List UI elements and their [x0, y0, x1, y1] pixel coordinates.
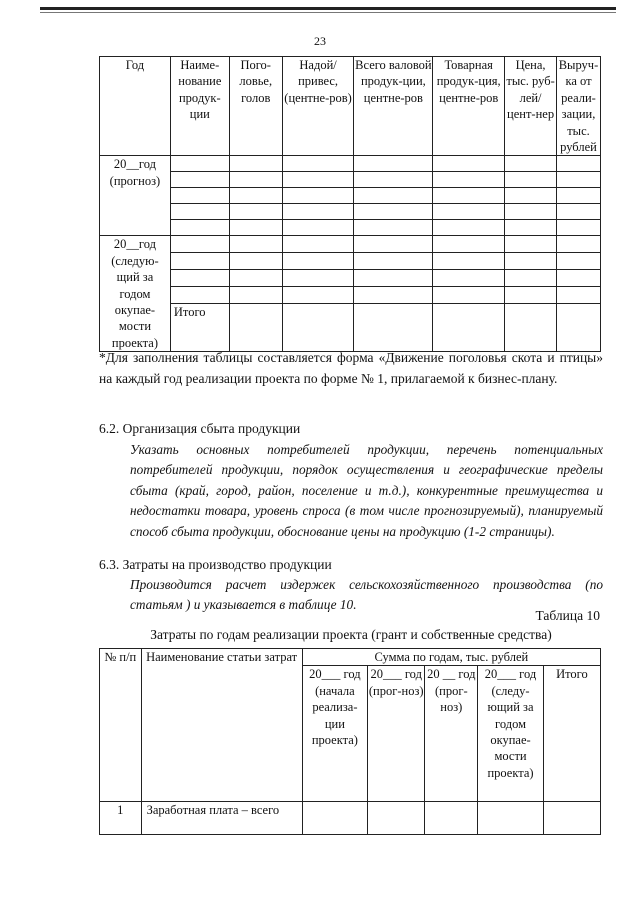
table-cell[interactable]: [505, 188, 557, 204]
table-cell[interactable]: [433, 303, 505, 351]
header-total: Итого: [543, 666, 600, 802]
table-cell[interactable]: [170, 220, 229, 236]
table-cell[interactable]: [282, 236, 354, 253]
section-6-2-title: 6.2. Организация сбыта продукции: [99, 421, 301, 436]
top-border-line-thin: [40, 12, 616, 13]
table-cell[interactable]: [282, 286, 354, 303]
table-cell[interactable]: [282, 303, 354, 351]
table-cell[interactable]: [229, 204, 282, 220]
section-6-3-text: Производится расчет издержек сельскохозяйственного производства (по статьям ) и указывается в таблице 10.: [130, 577, 603, 613]
table-cell[interactable]: [556, 303, 600, 351]
table-cell[interactable]: [505, 270, 557, 287]
table-cell[interactable]: [505, 236, 557, 253]
table-cell[interactable]: [433, 156, 505, 172]
table-cell[interactable]: [170, 188, 229, 204]
table-cell[interactable]: [282, 204, 354, 220]
table-cell[interactable]: [556, 286, 600, 303]
year-payback-cell: 20__год (следую-щий за годом окупае-мости проекта): [100, 236, 171, 352]
header-year-3: 20 __ год (прог-ноз): [425, 666, 478, 802]
table-10-label: Таблица 10: [535, 608, 600, 623]
table-cell[interactable]: [433, 220, 505, 236]
table-cell[interactable]: [368, 802, 425, 835]
table-cell[interactable]: [354, 253, 433, 270]
cost-item-salary: Заработная плата – всего: [141, 802, 302, 835]
table-cell[interactable]: [505, 172, 557, 188]
table-cell[interactable]: [229, 270, 282, 287]
table-cell[interactable]: [505, 204, 557, 220]
table-10-title: Затраты по годам реализации проекта (грант и собственные средства): [150, 627, 552, 642]
table-cell[interactable]: [556, 253, 600, 270]
table-cell[interactable]: [354, 172, 433, 188]
year-forecast-cell: 20__год (прогноз): [100, 156, 171, 236]
table-cell[interactable]: [556, 156, 600, 172]
table-cell[interactable]: [505, 253, 557, 270]
header-row-number: № п/п: [100, 649, 142, 802]
table-cell[interactable]: [505, 220, 557, 236]
page-number: 23: [314, 34, 326, 48]
table-cell[interactable]: [229, 172, 282, 188]
top-border-line: [40, 7, 616, 10]
table-cell[interactable]: [229, 188, 282, 204]
table-cell[interactable]: [354, 220, 433, 236]
table-cell[interactable]: [354, 188, 433, 204]
table-cell[interactable]: [433, 188, 505, 204]
table-cell[interactable]: [170, 236, 229, 253]
table-cell[interactable]: [433, 204, 505, 220]
table-cell[interactable]: [354, 204, 433, 220]
table-cell[interactable]: [478, 802, 543, 835]
table-cell[interactable]: [282, 172, 354, 188]
header-cost-item: Наименование статьи затрат: [141, 649, 302, 802]
table-cell[interactable]: [505, 286, 557, 303]
table-cell[interactable]: [354, 156, 433, 172]
section-6-3-title: 6.3. Затраты на производство продукции: [99, 557, 332, 572]
header-revenue: Выруч-ка от реали-зации, тыс. рублей: [556, 57, 600, 156]
table-cell[interactable]: [170, 204, 229, 220]
table-cell[interactable]: [433, 253, 505, 270]
table-cell[interactable]: [282, 156, 354, 172]
table-cell[interactable]: [556, 220, 600, 236]
section-6-2-text: Указать основных потребителей продукции, перечень потенциальных потребителей продукции, порядок осуществления и географические пределы сбыта (край, город, район, поселение и т.д.), конкурентные преимущества и недостатки товара, уровень спроса (в том числе прогнозируемый), планируемый способ сбыта продукции, обоснование цены на продукцию (1-2 страницы).: [130, 442, 603, 539]
table-cell[interactable]: [170, 286, 229, 303]
table-cell[interactable]: [170, 270, 229, 287]
table-cell[interactable]: [229, 156, 282, 172]
header-yield: Надой/ привес, (центне-ров): [282, 57, 354, 156]
table-cell[interactable]: [354, 286, 433, 303]
table-cell[interactable]: [229, 303, 282, 351]
header-year-4: 20___ год (следу-ющий за годом окупае-мости проекта): [478, 666, 543, 802]
table-cell[interactable]: [229, 253, 282, 270]
table-cell[interactable]: [556, 270, 600, 287]
table-cell[interactable]: [556, 172, 600, 188]
costs-table: [99, 648, 601, 835]
table-cell[interactable]: [354, 270, 433, 287]
table-cell[interactable]: [354, 236, 433, 253]
table-cell[interactable]: [282, 188, 354, 204]
header-product-name: Наиме-нование продук-ции: [170, 57, 229, 156]
header-year-1: 20___ год (начала реализа-ции проекта): [302, 666, 367, 802]
table-cell[interactable]: [556, 236, 600, 253]
header-marketable-output: Товарная продук-ция, центне-ров: [433, 57, 505, 156]
total-label: Итого: [170, 303, 229, 351]
table-cell[interactable]: [282, 220, 354, 236]
table-cell[interactable]: [433, 286, 505, 303]
table-cell[interactable]: [170, 172, 229, 188]
table-cell[interactable]: [170, 253, 229, 270]
header-sum-by-years: Сумма по годам, тыс. рублей: [302, 649, 600, 666]
table-cell[interactable]: [433, 172, 505, 188]
header-livestock: Пого-ловье, голов: [229, 57, 282, 156]
row-number: 1: [100, 802, 142, 835]
table-cell[interactable]: [543, 802, 600, 835]
table-cell[interactable]: [229, 286, 282, 303]
table-cell[interactable]: [505, 303, 557, 351]
table-footnote: *Для заполнения таблицы составляется форма «Движение поголовья скота и птицы» на каждый год реализации проекта по форме № 1, прилагаемой к бизнес-плану.: [99, 350, 603, 386]
table-cell[interactable]: [229, 220, 282, 236]
table-cell[interactable]: [282, 253, 354, 270]
table-cell[interactable]: [170, 156, 229, 172]
header-year: Год: [100, 57, 171, 156]
table-cell[interactable]: [425, 802, 478, 835]
production-table: [99, 56, 601, 352]
table-cell[interactable]: [229, 236, 282, 253]
table-cell[interactable]: [433, 236, 505, 253]
header-price: Цена, тыс. руб-лей/ цент-нер: [505, 57, 557, 156]
table-cell[interactable]: [556, 188, 600, 204]
table-cell[interactable]: [282, 270, 354, 287]
header-year-2: 20___ год (прог-ноз): [368, 666, 425, 802]
table-cell[interactable]: [302, 802, 367, 835]
table-cell[interactable]: [354, 303, 433, 351]
table-cell[interactable]: [505, 156, 557, 172]
table-cell[interactable]: [433, 270, 505, 287]
table-cell[interactable]: [556, 204, 600, 220]
header-gross-output: Всего валовой продук-ции, центне-ров: [354, 57, 433, 156]
